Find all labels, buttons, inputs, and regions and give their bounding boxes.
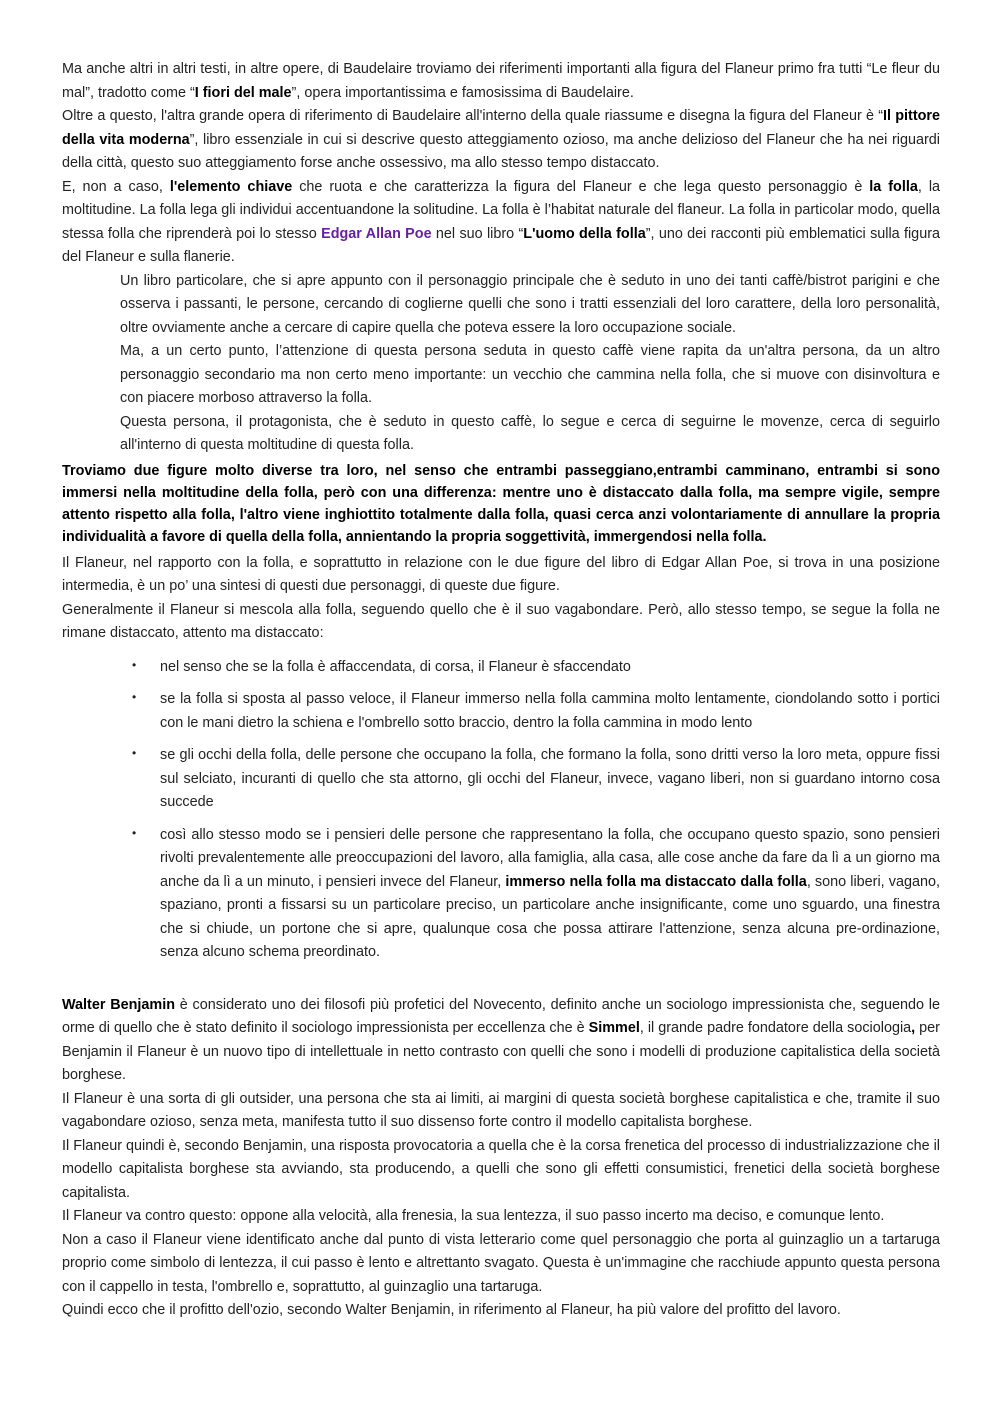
bold-immerso-nella-folla: immerso nella folla ma distaccato dalla folla (505, 873, 807, 890)
bold-paragraph-due-figure: Troviamo due figure molto diverse tra loro, nel senso che entrambi passeggiano,entrambi camminano, entrambi si sono immersi nella moltitudine della folla, però con una differenza: mentre uno è distaccato dalla folla, ma sempre vigile, sempre attento rispetto alla folla, l'altro viene inghiottito totalmente dalla folla, quasi cerca anzi volontariamente di annullare la propria individualità a favore di quella della folla, annientando la propria soggettività, immergendosi nella folla. (62, 462, 940, 545)
bullet-icon: • (132, 690, 137, 704)
paragraph-outsider: Il Flaneur è una sorta di gli outsider, una persona che sta ai limiti, ai margini di questa società borghese capitalistica e che, tramite il suo vagabondare ozioso, senza meta, manifesta tutto il suo dissenso forte contro il modello capitalista borghese. (62, 1090, 940, 1130)
text: nel suo libro “ (431, 225, 524, 242)
title-uomo-della-folla: L'uomo della folla (523, 225, 646, 242)
title-fiori-del-male: I fiori del male (194, 84, 292, 101)
paragraph-benjamin (62, 994, 940, 1088)
paragraph-contro-velocita: Il Flaneur va contro questo: oppone alla velocità, alla frenesia, la sua lentezza, il suo passo incerto ma deciso, e comunque lento. (62, 1208, 885, 1224)
spacer (62, 974, 940, 994)
text: ”, libro essenziale in cui si descrive questo atteggiamento ozioso, ma anche delizioso del Flaneur che ha nei riguardi della città, questo suo atteggiamento forse anche ossessivo, ma allo stesso tempo distaccato. (62, 131, 940, 171)
bold-comma: , (911, 1020, 916, 1036)
paragraph-tartaruga: Non a caso il Flaneur viene identificato anche dal punto di vista letterario come quel personaggio che porta al guinzaglio un a tartaruga proprio come simbolo di lentezza, il cui passo è lento e altrettanto svagato. Questa è un'immagine che racchiude appunto questa persona con il cappello in testa, l'ombrello e, soprattutto, al guinzaglio una tartaruga. (62, 1231, 940, 1295)
paragraph-mescola-folla: Generalmente il Flaneur si mescola alla folla, seguendo quello che è il suo vagabondare. Però, allo stesso tempo, se segue la folla ne rimane distaccato, attento ma distaccato: (62, 601, 940, 641)
paragraph-folla (62, 176, 940, 270)
text: è considerato uno dei filosofi più profetici del Novecento, definito anche un sociologo impressionista che, seguendo le orme di quello che è stato definito il sociologo impressionista per eccellenza che è (62, 996, 940, 1036)
bold-elemento-chiave: l'elemento chiave (169, 178, 293, 195)
indented-paragraph-1: Un libro particolare, che si apre appunto con il personaggio principale che è seduto in uno dei tanti caffè/bistrot parigini e che osserva i passanti, le persone, cercando di coglierne quelli che sono i tratti essenziali del loro carattere, della loro personalità, oltre ovviamente anche a cercare di capire quella che poteva essere la loro occupazione sociale. (120, 272, 940, 336)
paragraph-fiori-del-male (62, 58, 940, 105)
list-item (62, 656, 940, 680)
paragraph-pittore (62, 105, 940, 176)
text: Ma anche altri in altri testi, in altre opere, di Baudelaire troviamo dei riferimenti importanti alla figura del Flaneur primo fra tutti “Le fleur du mal”, tradotto come “ (62, 61, 940, 101)
bullet-icon: • (132, 746, 137, 760)
text: che ruota e che caratterizza la figura del Flaneur e che lega questo personaggio è (292, 178, 870, 195)
bullet-icon: • (132, 657, 137, 672)
bold-walter-benjamin: Walter Benjamin (62, 996, 175, 1013)
document-page (62, 58, 940, 1323)
title-pittore-vita-moderna: Il pittore della vita moderna (62, 108, 941, 148)
bold-simmel: Simmel (588, 1020, 640, 1036)
paragraph-risposta-provocatoria: Il Flaneur quindi è, secondo Benjamin, una risposta provocatoria a quella che è la corsa frenetica del processo di industrializzazione che il modello capitalista borghese sta avviando, sta producendo, a quelli che sono gli effetti consumistici, frenetici della società borghese capitalista. (62, 1137, 940, 1201)
text: ”, opera importantissima e famosissima di Baudelaire. (291, 84, 634, 101)
author-poe: Edgar Allan Poe (321, 225, 432, 242)
list-item-text: così allo stesso modo se i pensieri delle persone che rappresentano la folla, che occupano questo spazio, sono pensieri rivolti prevalentemente alle preoccupazioni del lavoro, alla famiglia, alla casa, alle cose anche da fare da lì a un giorno ma anche da lì a un minuto, i pensieri invece del Flaneur, (160, 826, 940, 890)
bold-la-folla: la folla (869, 178, 918, 195)
indented-paragraph-3: Questa persona, il protagonista, che è seduto in questo caffè, lo segue e cerca di seguirne le movenze, cerca di seguirlo all'interno di questa moltitudine di questa folla. (120, 413, 940, 453)
list-item (62, 824, 940, 965)
indented-paragraph-2: Ma, a un certo punto, l’attenzione di questa persona seduta in questo caffè viene rapita da un'altra persona, da un altro personaggio secondario ma non certo meno importante: un vecchio che cammina nella folla, che si muove con disinvoltura e con piacere morboso attraverso la folla. (120, 343, 940, 406)
text: , il grande padre fondatore della sociologia (639, 1020, 912, 1036)
list-item-text: se gli occhi della folla, delle persone che occupano la folla, che formano la folla, sono dritti verso la loro meta, oppure fissi sul selciato, incuranti di quello che sta attorno, gli occhi del Flaneur, invece, vagano liberi, non si guardano intorno cosa succede (160, 747, 940, 810)
paragraph-posizione-intermedia: Il Flaneur, nel rapporto con la folla, e soprattutto in relazione con le due figure del libro di Edgar Allan Poe, si trova in una posizione intermedia, è un po’ una sintesi di questi due personaggi, di queste due figure. (62, 554, 940, 594)
text: ”, uno dei racconti più emblematici sulla figura del Flaneur e sulla flanerie. (62, 225, 940, 265)
text: per Benjamin il Flaneur è un nuovo tipo di intellettuale in netto contrasto con quelli che sono i modelli di produzione capitalistica della società borghese. (62, 1020, 940, 1083)
bullet-icon: • (132, 825, 137, 840)
list-item (62, 744, 940, 815)
list-item-text: nel senso che se la folla è affaccendata, di corsa, il Flaneur è sfaccendato (160, 658, 631, 675)
text: Oltre a questo, l'altra grande opera di riferimento di Baudelaire all'interno della quale riassume e disegna la figura del Flaneur è “ (62, 108, 884, 124)
list-item (62, 688, 940, 735)
bullet-list (62, 656, 940, 965)
text: , la moltitudine. La folla lega gli individui accentuandone la solitudine. La folla è l’habitat naturale del flaneur. La folla in particolar modo, quella stessa folla che riprenderà poi lo stesso (62, 178, 941, 242)
list-item-text: , sono liberi, vagano, spaziano, pronti a fissarsi su un particolare preciso, un particolare anche insignificante, come uno sguardo, una finestra che si chiude, un portone che si apre, qualunque cosa che possa attirare l'attenzione, senza alcuna pre-ordinazione, senza alcuno schema preordinato. (160, 873, 940, 960)
text: E, non a caso, (62, 178, 170, 195)
list-item-text: se la folla si sposta al passo veloce, il Flaneur immerso nella folla cammina molto lentamente, ciondolando sotto i portici con le mani dietro la schiena e l'ombrello sotto braccio, dentro la folla cammina in modo lento (160, 691, 940, 731)
paragraph-profitto-ozio: Quindi ecco che il profitto dell'ozio, secondo Walter Benjamin, in riferimento al Flaneur, ha più valore del profitto del lavoro. (62, 1302, 841, 1318)
